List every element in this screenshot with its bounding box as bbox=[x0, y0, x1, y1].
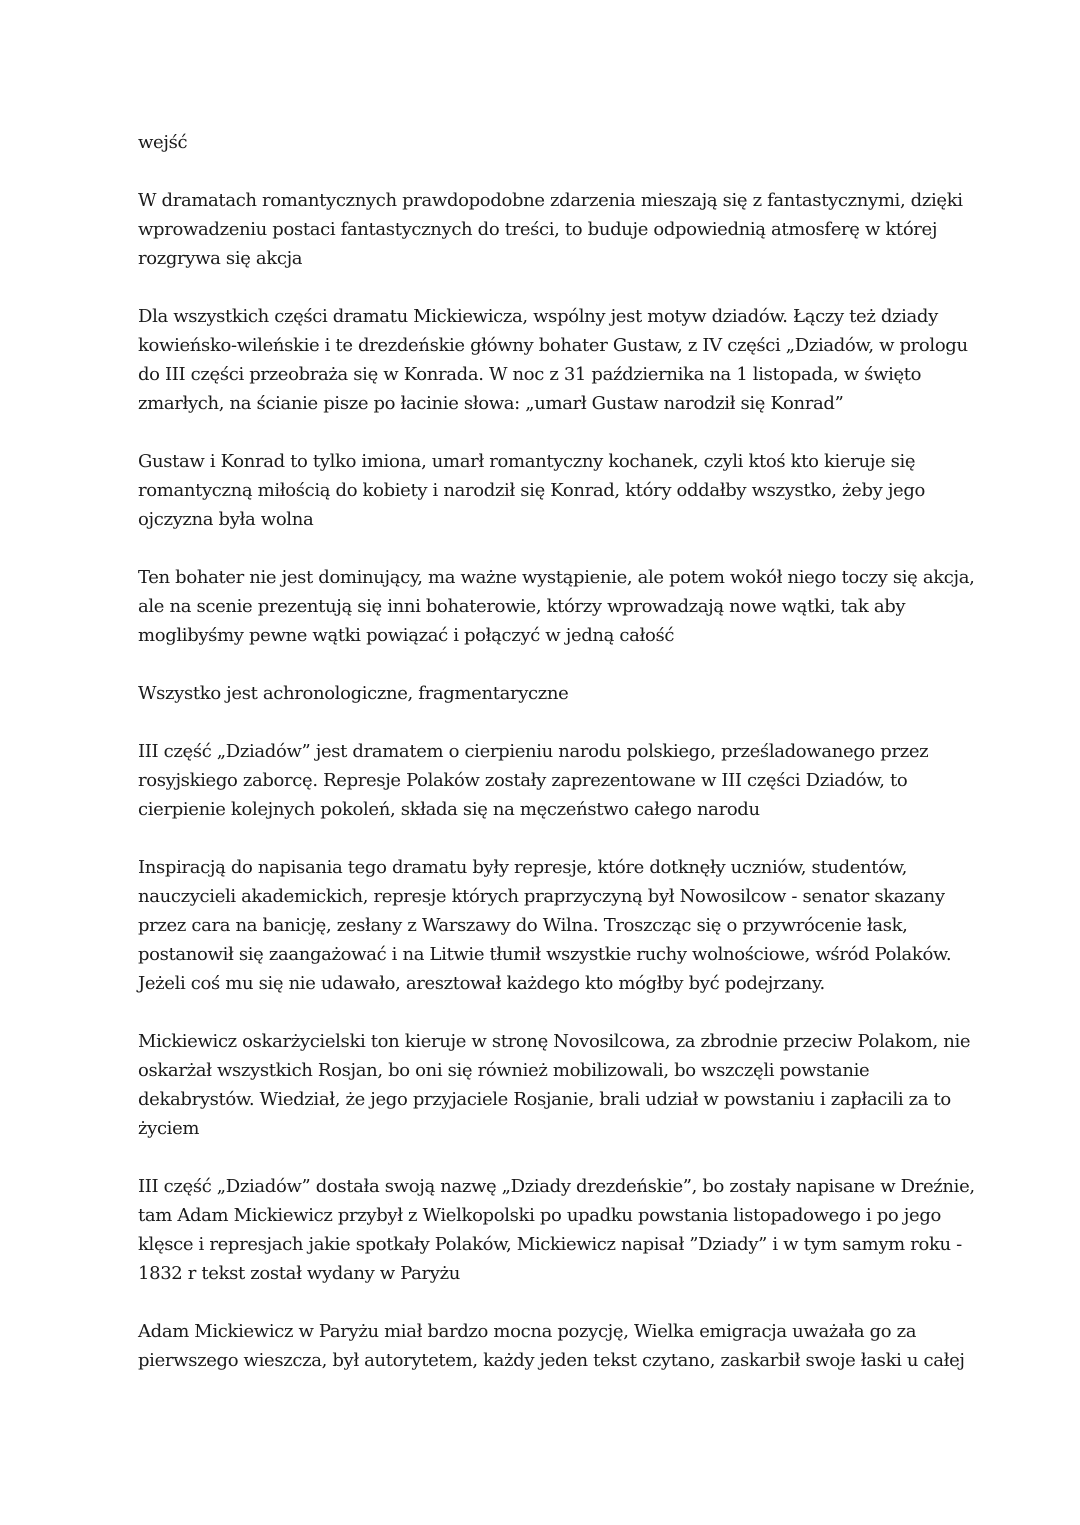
paragraph bbox=[138, 679, 953, 708]
text-line: życiem bbox=[138, 1118, 200, 1139]
text-line: III część „Dziadów” jest dramatem o cierpieniu narodu polskiego, prześladowanego przez bbox=[138, 741, 929, 762]
paragraph bbox=[138, 128, 953, 157]
text-line: cierpienie kolejnych pokoleń, składa się na męczeństwo całego narodu bbox=[138, 799, 760, 820]
paragraph bbox=[138, 1317, 965, 1375]
text-line: zmarłych, na ścianie pisze po łacinie słowa: „umarł Gustaw narodził się Konrad” bbox=[138, 393, 844, 414]
text-line: Ten bohater nie jest dominujący, ma ważne wystąpienie, ale potem wokół niego toczy się akcja, bbox=[138, 567, 975, 588]
text-line: wprowadzeniu postaci fantastycznych do treści, to buduje odpowiednią atmosferę w której bbox=[138, 219, 938, 240]
text-line: moglibyśmy pewne wątki powiązać i połączyć w jedną całość bbox=[138, 625, 675, 646]
paragraph bbox=[138, 853, 953, 998]
paragraph bbox=[138, 737, 953, 824]
paragraph bbox=[138, 186, 963, 273]
text-line: Dla wszystkich części dramatu Mickiewicza, wspólny jest motyw dziadów. Łączy też dziady bbox=[138, 306, 938, 327]
text-line: do III części przeobraża się w Konrada. W noc z 31 października na 1 listopada, w święto bbox=[138, 364, 922, 385]
text-line: pierwszego wieszcza, był autorytetem, każdy jeden tekst czytano, zaskarbił swoje łaski u całej bbox=[138, 1350, 965, 1371]
text-line: rozgrywa się akcja bbox=[138, 248, 303, 269]
paragraph bbox=[138, 563, 975, 650]
text-line: oskarżał wszystkich Rosjan, bo oni się również mobilizowali, bo wszczęli powstanie bbox=[138, 1060, 870, 1081]
text-line: Gustaw i Konrad to tylko imiona, umarł romantyczny kochanek, czyli ktoś kto kieruje się bbox=[138, 451, 916, 472]
text-line: Wszystko jest achronologiczne, fragmentaryczne bbox=[138, 683, 569, 704]
text-line: W dramatach romantycznych prawdopodobne zdarzenia mieszają się z fantastycznymi, dzięki bbox=[138, 190, 963, 211]
text-line: przez cara na banicję, zesłany z Warszawy do Wilna. Troszcząc się o przywrócenie łask, bbox=[138, 915, 908, 936]
text-line: Inspiracją do napisania tego dramatu były represje, które dotknęły uczniów, studentów, bbox=[138, 857, 907, 878]
paragraph bbox=[138, 302, 968, 418]
text-line: kowieńsko-wileńskie i te drezdeńskie główny bohater Gustaw, z IV części „Dziadów, w prologu bbox=[138, 335, 968, 356]
paragraph bbox=[138, 1172, 975, 1288]
paragraph bbox=[138, 447, 953, 534]
text-line: klęsce i represjach jakie spotkały Polaków, Mickiewicz napisał ”Dziady” i w tym samym roku - bbox=[138, 1234, 962, 1255]
text-line: romantyczną miłością do kobiety i narodził się Konrad, który oddałby wszystko, żeby jego bbox=[138, 480, 926, 501]
text-line: 1832 r tekst został wydany w Paryżu bbox=[138, 1263, 460, 1284]
text-line: Adam Mickiewicz w Paryżu miał bardzo mocna pozycję, Wielka emigracja uważała go za bbox=[138, 1321, 917, 1342]
text-line: postanowił się zaangażować i na Litwie tłumił wszystkie ruchy wolnościowe, wśród Polaków. bbox=[138, 944, 952, 965]
paragraph bbox=[138, 1027, 971, 1143]
text-line: tam Adam Mickiewicz przybył z Wielkopolski po upadku powstania listopadowego i po jego bbox=[138, 1205, 941, 1226]
text-line: nauczycieli akademickich, represje których praprzyczyną był Nowosilcow - senator skazany bbox=[138, 886, 945, 907]
text-line: III część „Dziadów” dostała swoją nazwę „Dziady drezdeńskie”, bo zostały napisane w Dreźnie, bbox=[138, 1176, 975, 1197]
text-line: ale na scenie prezentują się inni bohaterowie, którzy wprowadzają nowe wątki, tak aby bbox=[138, 596, 906, 617]
text-line: ojczyzna była wolna bbox=[138, 509, 314, 530]
text-line: Mickiewicz oskarżycielski ton kieruje w stronę Novosilcowa, za zbrodnie przeciw Polakom, nie bbox=[138, 1031, 971, 1052]
text-line: Jeżeli coś mu się nie udawało, aresztował każdego kto mógłby być podejrzany. bbox=[138, 973, 825, 994]
text-line: dekabrystów. Wiedział, że jego przyjaciele Rosjanie, brali udział w powstaniu i zapłacili za to bbox=[138, 1089, 951, 1110]
text-line: rosyjskiego zaborcę. Represje Polaków zostały zaprezentowane w III części Dziadów, to bbox=[138, 770, 908, 791]
text-line: wejść bbox=[138, 132, 188, 153]
document-page bbox=[138, 128, 975, 1404]
